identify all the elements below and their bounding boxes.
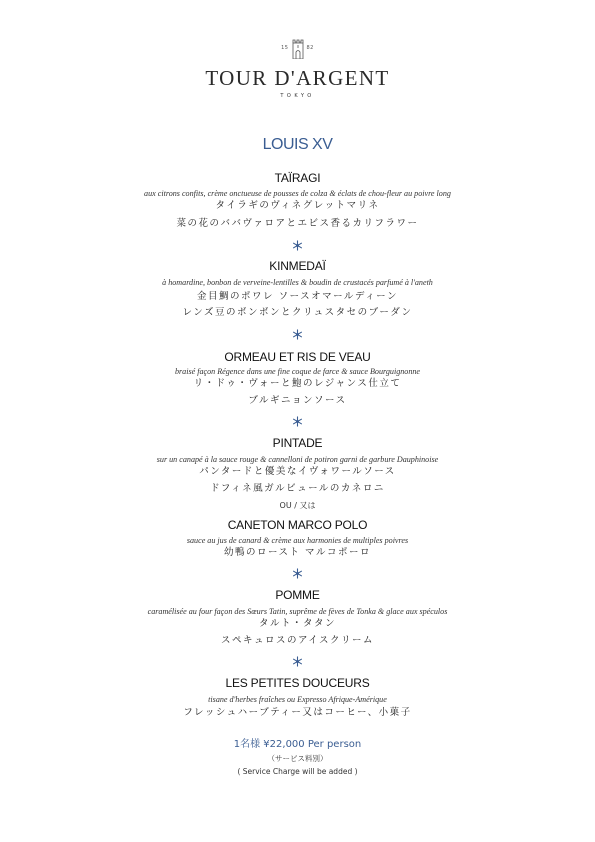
course-description-fr: sauce au jus de canard & crème aux harmonies de multiples poivres <box>186 536 409 545</box>
course-title: POMME <box>275 588 320 602</box>
tower-icon <box>292 37 304 59</box>
course-description-jp: ドフィネ風ガルビュールのカネロニ <box>210 483 385 494</box>
course-description-fr: caramélisée au four façon des Sœurs Tatin, suprême de fèves de Tonka & glace aux spéculos <box>147 607 448 616</box>
snowflake-icon <box>292 656 303 667</box>
course-title: PINTADE <box>272 436 323 450</box>
course-description-jp: スペキュロスのアイスクリーム <box>220 635 375 646</box>
logo-year-right: 82 <box>306 45 314 51</box>
course-description-jp: ブルギニョンソース <box>248 395 347 406</box>
course-description-fr: tisane d'herbes fraîches ou Expresso Afrique-Amérique <box>208 695 387 704</box>
course-description-jp: フレッシュハーブティー又はコーヒー、小菓子 <box>183 707 412 718</box>
course-title: TAÏRAGI <box>274 171 321 185</box>
course-description-jp: レンズ豆のボンボンとクリュスタセのブーダン <box>182 307 413 318</box>
course-description-jp: タイラギのヴィネグレットマリネ <box>215 200 380 211</box>
restaurant-logo <box>0 36 595 99</box>
course-title: LES PETITES DOUCEURS <box>225 676 370 690</box>
course-description-jp: 菜の花のババヴァロアとエビス香るカリフラワー <box>176 218 419 229</box>
course-description-fr: braisé façon Régence dans une fine coque de farce & sauce Bourguignonne <box>174 367 421 376</box>
snowflake-icon <box>292 329 303 340</box>
menu-title: LOUIS XV <box>262 136 333 153</box>
course-description-jp: リ・ドゥ・ヴォーと鮑のレジャンス仕立て <box>193 378 402 389</box>
course-description-jp: 金目鯛のポワレ ソースオマールディーン <box>197 291 398 302</box>
course-title: ORMEAU ET RIS DE VEAU <box>224 350 371 364</box>
course-description-fr: à homardine, bonbon de verveine-lentilles & boudin de crustacés parfumé à l'aneth <box>162 278 433 287</box>
restaurant-city: TOKYO <box>280 93 315 99</box>
service-charge-en: ( Service Charge will be added ) <box>237 767 358 776</box>
course-description-fr: aux citrons confits, crème onctueuse de pousses de colza & éclats de chou-fleur au poivre long <box>144 189 451 198</box>
course-description-jp: タルト・タタン <box>258 618 336 629</box>
logo-year-left: 15 <box>281 45 289 51</box>
snowflake-icon <box>292 240 303 251</box>
service-charge-jp: （サービス料別） <box>267 754 328 763</box>
restaurant-name: TOUR D'ARGENT <box>205 66 390 90</box>
course-title: CANETON MARCO POLO <box>227 518 368 532</box>
logo-emblem <box>0 36 595 60</box>
course-description-fr: sur un canapé à la sauce rouge & cannelloni de potiron garni de garbure Dauphinoise <box>156 455 439 464</box>
snowflake-icon <box>292 568 303 579</box>
course-description-jp: 幼鴨のロースト マルコポーロ <box>223 547 372 558</box>
price: 1名様 ¥22,000 Per person <box>233 739 362 750</box>
or-divider: OU / 又は <box>279 501 316 510</box>
course-description-jp: パンタードと優美なイヴォワールソース <box>199 466 396 477</box>
course-title: KINMEDAÏ <box>269 259 326 273</box>
snowflake-icon <box>292 416 303 427</box>
